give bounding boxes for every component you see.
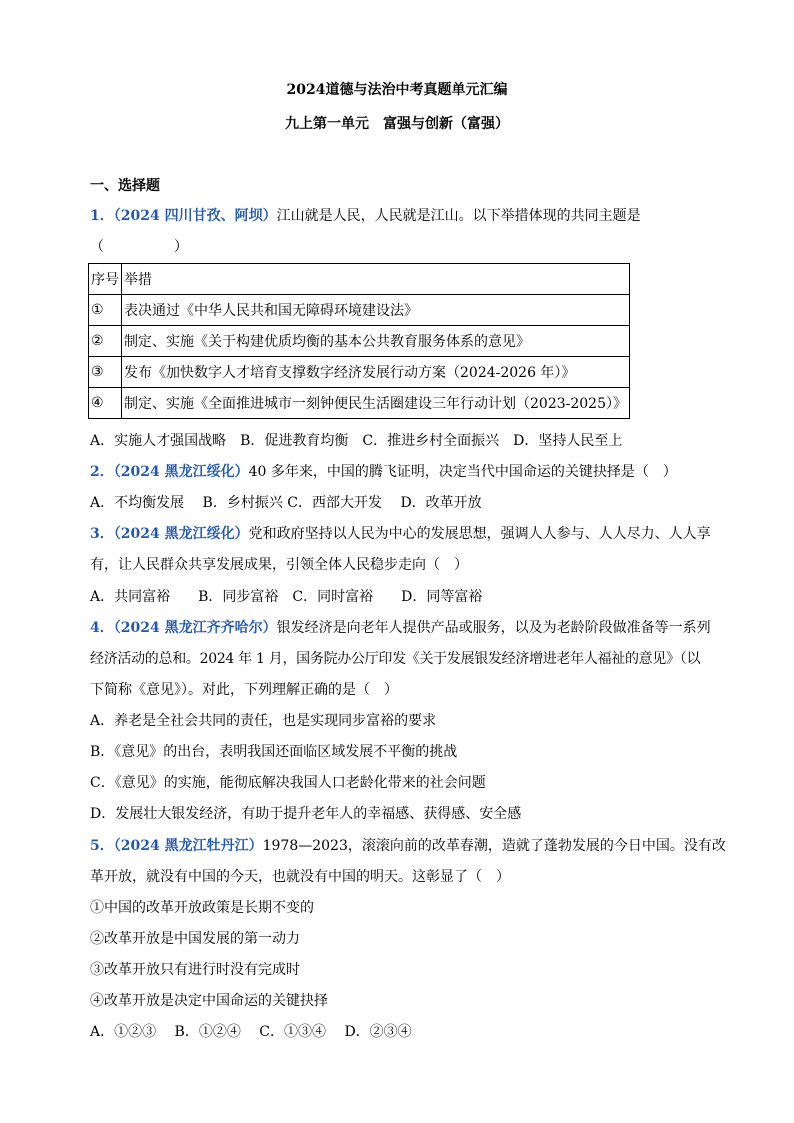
section-heading: 一、选择题 — [90, 178, 160, 194]
question-5-stem-cont: 革开放，就没有中国的今天，也就没有中国的明天。这彰显了（ ） — [90, 869, 510, 885]
question-1-options: A．实施人才强国战略 B．促进教育均衡 C．推进乡村全面振兴 D．坚持人民至上 — [90, 433, 623, 449]
table-row — [89, 388, 630, 419]
question-4-option-a: A．养老是全社会共同的责任，也是实现同步富裕的要求 — [90, 713, 437, 729]
question-number: 5． — [90, 838, 114, 854]
answer-blank: （ ） — [90, 239, 188, 255]
document-title: 2024道德与法治中考真题单元汇编 — [286, 82, 508, 98]
document-subtitle: 九上第一单元 富强与创新（富强） — [285, 116, 509, 132]
question-4-stem — [90, 618, 710, 638]
question-5-statement-3: ③改革开放只有进行时没有完成时 — [90, 962, 300, 978]
question-text: 40 多年来，中国的腾飞证明，决定当代中国命运的关键抉择是（ ） — [248, 464, 677, 480]
table-cell: 制定、实施《关于构建优质均衡的基本公共教育服务体系的意见》 — [122, 326, 630, 357]
table-cell: 发布《加快数字人才培育支撑数字经济发展行动方案（2024-2026 年）》 — [122, 357, 630, 388]
question-number: 4． — [90, 620, 114, 636]
question-number: 1． — [90, 208, 114, 224]
table-header-row — [89, 264, 630, 295]
question-text: 江山就是人民，人民就是江山。以下举措体现的共同主题是 — [276, 208, 641, 224]
question-1-stem — [90, 206, 710, 226]
question-4-option-c: C．《意见》的实施，能彻底解决我国人口老龄化带来的社会问题 — [90, 775, 486, 791]
table-cell: ③ — [89, 357, 122, 388]
question-4-option-b: B．《意见》的出台，表明我国还面临区域发展不平衡的挑战 — [90, 744, 458, 760]
table-header-cell: 举措 — [122, 264, 630, 295]
question-text: 党和政府坚持以人民为中心的发展思想，强调人人参与、人人尽力、人人享 — [248, 526, 711, 542]
table-cell: ② — [89, 326, 122, 357]
question-source: （2024 黑龙江牡丹江） — [113, 838, 263, 854]
question-4-stem-cont: 经济活动的总和。2024 年 1 月，国务院办公厅印发《关于发展银发经济增进老年人福祉的意见》（以 — [90, 651, 701, 667]
question-source: （2024 四川甘孜、阿坝） — [113, 208, 277, 224]
question-5-stem — [90, 836, 726, 856]
table-cell: ① — [89, 295, 122, 326]
question-3-stem — [90, 524, 710, 544]
question-4-stem-cont: 下简称《意见》）。对此，下列理解正确的是（ ） — [90, 682, 398, 698]
question-number: 3． — [90, 526, 114, 542]
measures-table — [88, 263, 630, 419]
table-header-cell: 序号 — [89, 264, 122, 295]
question-5-statement-1: ①中国的改革开放政策是长期不变的 — [90, 900, 314, 916]
table-cell: ④ — [89, 388, 122, 419]
table-cell: 表决通过《中华人民共和国无障碍环境建设法》 — [122, 295, 630, 326]
question-5-statement-4: ④改革开放是决定中国命运的关键抉择 — [90, 993, 328, 1009]
question-3-options: A．共同富裕 B．同步富裕 C．同时富裕 D．同等富裕 — [90, 589, 483, 605]
question-2-stem — [90, 462, 710, 482]
question-2-options: A．不均衡发展 B．乡村振兴 C．西部大开发 D．改革开放 — [90, 495, 482, 511]
table-row — [89, 326, 630, 357]
question-text: 银发经济是向老年人提供产品或服务，以及为老龄阶段做准备等一系列 — [276, 620, 711, 636]
table-row — [89, 295, 630, 326]
question-source: （2024 黑龙江齐齐哈尔） — [113, 620, 277, 636]
question-number: 2． — [90, 464, 114, 480]
question-text: 1978—2023，滚滚向前的改革春潮，造就了蓬勃发展的今日中国。没有改 — [262, 838, 726, 854]
question-5-options: A．①②③ B．①②④ C．①③④ D．②③④ — [90, 1024, 412, 1040]
question-5-statement-2: ②改革开放是中国发展的第一动力 — [90, 931, 300, 947]
question-3-stem-cont: 有，让人民群众共享发展成果，引领全体人民稳步走向（ ） — [90, 557, 468, 573]
question-source: （2024 黑龙江绥化） — [113, 464, 249, 480]
question-4-option-d: D．发展壮大银发经济，有助于提升老年人的幸福感、获得感、安全感 — [90, 806, 522, 822]
question-source: （2024 黑龙江绥化） — [113, 526, 249, 542]
table-cell: 制定、实施《全面推进城市一刻钟便民生活圈建设三年行动计划（2023-2025）》 — [122, 388, 630, 419]
table-row — [89, 357, 630, 388]
